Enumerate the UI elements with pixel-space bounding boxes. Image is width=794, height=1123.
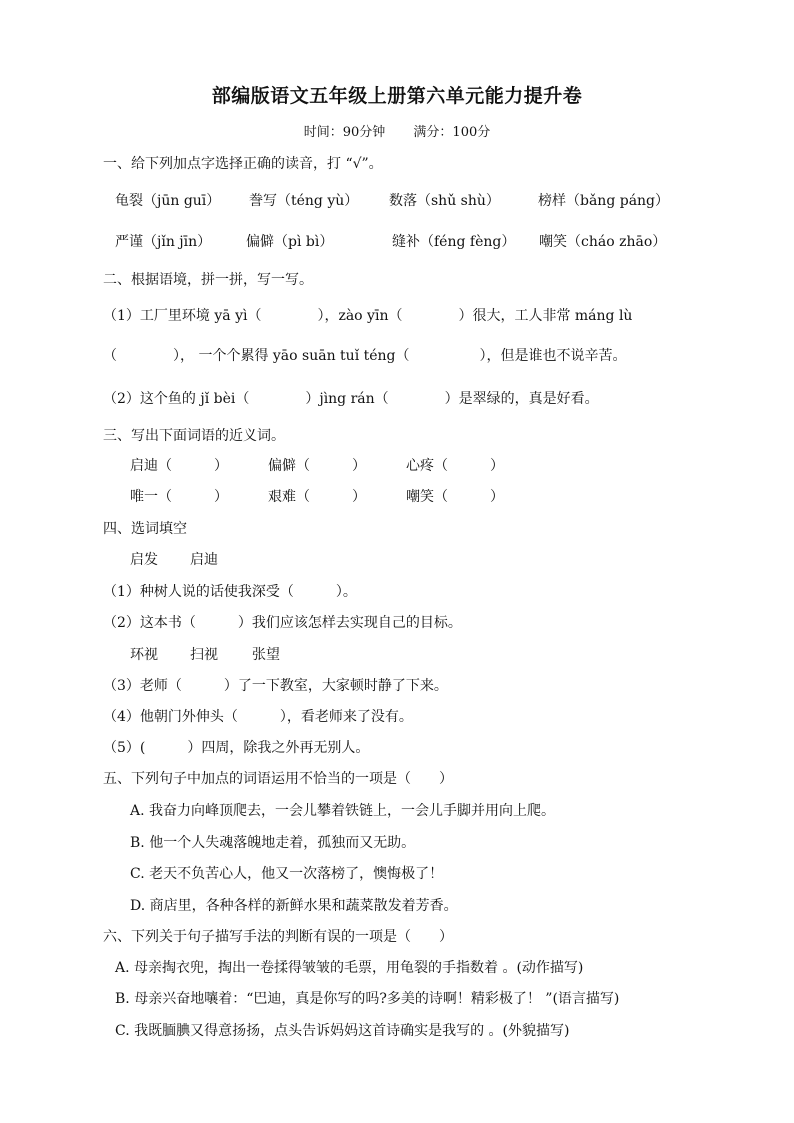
exam-meta	[0, 123, 794, 143]
exam-score: 满分：100分	[413, 125, 491, 140]
q2-line: （ ）， 一个个累得 yāo suān tuǐ téng（ ），但是谁也不说辛苦。	[103, 348, 627, 364]
q2-line: （2）这个鱼的 jǐ bèi（ ）jìng rán（ ）是翠绿的，真是好看。	[103, 391, 599, 407]
q4-word-option: 启迪	[190, 552, 218, 568]
q6-option: B. 母亲兴奋地嚷着：“巴迪，真是你写的吗?多美的诗啊！精彩极了！ ”(语言描写)	[115, 991, 620, 1007]
q3-heading: 三、写出下面词语的近义词。	[103, 428, 285, 444]
q1-item: 龟裂（jūn guī）	[115, 193, 221, 209]
q1-item: 数落（shǔ shù）	[389, 193, 500, 209]
q6-option: A. 母亲掏衣兜，掏出一卷揉得皱皱的毛票，用龟裂的手指数着 。(动作描写)	[115, 960, 584, 976]
q1-item: 榜样（bǎng páng）	[538, 193, 670, 209]
q4-word-option: 张望	[252, 647, 280, 663]
q3-item: 心疼（ ）	[406, 458, 504, 474]
q1-item: 嘲笑（cháo zhāo）	[539, 234, 667, 250]
q4-item: （2）这本书（ ）我们应该怎样去实现自己的目标。	[103, 615, 462, 631]
q3-item: 艰难（ ）	[268, 489, 366, 505]
q5-option: A. 我奋力向峰顶爬去，一会儿攀着铁链上，一会儿手脚并用向上爬。	[130, 803, 556, 819]
q1-item: 严谨（jǐn jīn）	[115, 234, 212, 250]
q4-item: （1）种树人说的话使我深受（ ）。	[103, 584, 357, 600]
q1-heading: 一、给下列加点字选择正确的读音，打 “√”。	[103, 156, 383, 172]
q4-heading: 四、选词填空	[103, 521, 187, 537]
q4-word-option: 环视	[130, 647, 158, 663]
q5-option: C. 老天不负苦心人，他又一次落榜了，懊悔极了！	[130, 866, 444, 882]
q3-item: 偏僻（ ）	[268, 458, 366, 474]
q3-item: 唯一（ ）	[130, 489, 228, 505]
q1-item: 誊写（téng yù）	[249, 193, 359, 209]
q4-item: （4）他朝门外伸头（ ），看老师来了没有。	[103, 709, 413, 725]
q3-item: 嘲笑（ ）	[406, 489, 504, 505]
q1-item: 偏僻（pì bì）	[246, 234, 334, 250]
q2-line: （1）工厂里环境 yā yì（ ），zào yīn（ ）很大，工人非常 máng lù	[103, 308, 633, 324]
q4-word-option: 扫视	[190, 647, 218, 663]
q2-heading: 二、根据语境，拼一拼，写一写。	[103, 272, 313, 288]
q4-item: （5）( ）四周，除我之外再无别人。	[103, 740, 370, 756]
q5-heading: 五、下列句子中加点的词语运用不恰当的一项是（ ）	[103, 771, 453, 787]
page-title: 部编版语文五年级上册第六单元能力提升卷	[211, 85, 583, 107]
q3-item: 启迪（ ）	[130, 458, 228, 474]
q6-option: C. 我既腼腆又得意扬扬，点头告诉妈妈这首诗确实是我写的 。(外貌描写)	[115, 1023, 570, 1039]
q5-option: B. 他一个人失魂落魄地走着，孤独而又无助。	[130, 835, 416, 851]
exam-time: 时间：90分钟	[303, 125, 386, 140]
q4-item: （3）老师（ ）了一下教室，大家顿时静了下来。	[103, 678, 448, 694]
q1-item: 缝补（féng fèng）	[392, 234, 516, 250]
q6-heading: 六、下列关于句子描写手法的判断有误的一项是（ ）	[103, 929, 453, 945]
q5-option: D. 商店里，各种各样的新鲜水果和蔬菜散发着芳香。	[130, 898, 458, 914]
q4-word-option: 启发	[130, 552, 158, 568]
